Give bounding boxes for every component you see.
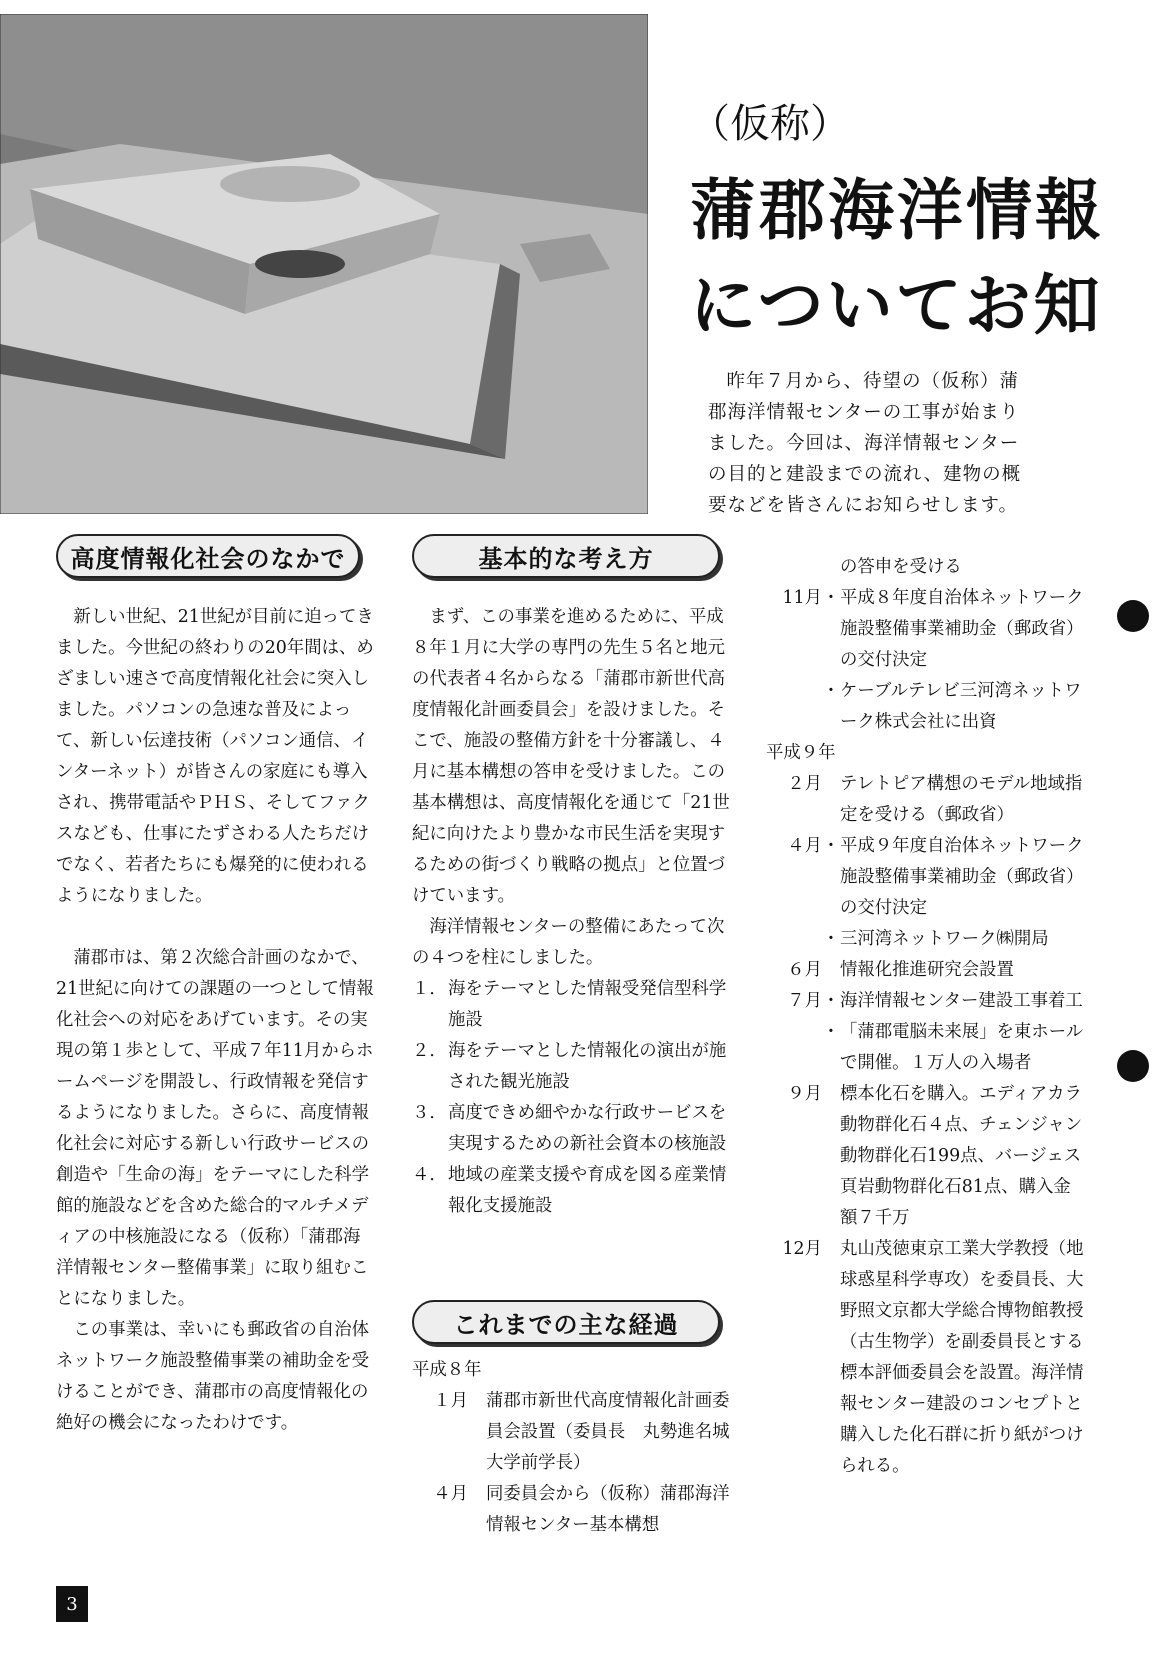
page-title-line1: 蒲郡海洋情報: [690, 172, 1104, 249]
section-heading-basic-concept: 基本的な考え方: [412, 534, 720, 578]
history-entry: ・ 三河湾ネットワーク㈱開局: [822, 929, 1049, 949]
history-entry: ２月 テレトピア構想のモデル地域指定を受ける（郵政省）: [787, 774, 1083, 825]
history-entry: ９月 標本化石を購入。エディアカラ動物群化石４点、チェンジャン動物群化石199点、バージェス頁岩動物群化石81点、購入金額７千万: [787, 1084, 1083, 1228]
list-item: １． 海をテーマとした情報受発信型科学施設: [412, 979, 727, 1030]
paragraph: この事業は、幸いにも郵政省の自治体ネットワーク施設整備事業の補助金を受けることができ、蒲郡市の高度情報化の絶好の機会になったわけです。: [56, 1320, 370, 1433]
paragraph: まず、この事業を進めるために、平成８年１月に大学の専門の先生５名と地元の代表者４名からなる「蒲郡市新世代高度情報化計画委員会」を設けました。そこで、施設の整備方針を十分審議し、４月に基本構想の答申を受けました。この基本構想は、高度情報化を通じて「21世紀に向けたより豊かな市民生活を実現するための街づくり戦略の拠点」と位置づけています。: [412, 607, 730, 906]
history-entry: ・ 「蒲郡電脳未来展」を東ホールで開催。１万人の入場者: [822, 1022, 1084, 1073]
list-item: ２． 海をテーマとした情報化の演出が施された観光施設: [412, 1041, 727, 1092]
history-entry: 11月 ・ 平成８年度自治体ネットワーク施設整備事業補助金（郵政省）の交付決定: [782, 588, 1084, 670]
history-list-part1: [412, 1355, 730, 1541]
year-label: 平成８年: [412, 1360, 482, 1380]
section-basic-concept: [412, 602, 730, 1222]
history-entry: 12月 丸山茂徳東京工業大学教授（地球惑星科学専攻）を委員長、大野照文京都大学総合博物館教授（古生物学）を副委員長とする標本評価委員会を設置。海洋情報センター建設のコンセプトと購入した化石群に折り紙がつけられる。: [782, 1239, 1084, 1476]
history-entry: ・ ケーブルテレビ三河湾ネットワーク株式会社に出資: [822, 681, 1082, 732]
history-entry: ４月 同委員会から（仮称）蒲郡海洋情報センター基本構想: [433, 1484, 730, 1535]
section-heading-info-society: 高度情報化社会のなかで: [56, 534, 360, 578]
section-heading-history: これまでの主な経過: [412, 1300, 720, 1344]
header-subtitle: （仮称）: [690, 101, 850, 147]
history-entry: の答申を受ける: [840, 557, 962, 577]
paragraph: 新しい世紀、21世紀が目前に迫ってきました。今世紀の終わりの20年間は、めざましい速さで高度情報化社会に突入しました。パソコンの急速な普及によって、新しい伝達技術（パソコン通信、インターネット）が皆さんの家庭にも導入され、携帯電話やＰＨＳ、そしてファクスなども、仕事にたずさわる人たちだけでなく、若者たちにも爆発的に使われるようになりました。: [56, 607, 374, 906]
intro-paragraph: 昨年７月から、待望の（仮称）蒲郡海洋情報センターの工事が始まりました。今回は、海洋情報センターの目的と建設までの流れ、建物の概要などを皆さんにお知らせします。: [708, 371, 1022, 516]
history-entry: ４月 ・ 平成９年度自治体ネットワーク施設整備事業補助金（郵政省）の交付決定: [787, 836, 1084, 918]
history-entry: １月 蒲郡市新世代高度情報化計画委員会設置（委員長 丸勢進名城大学前学長）: [433, 1391, 730, 1473]
history-list-part2: [766, 552, 1084, 1482]
section-info-society: [56, 602, 374, 1439]
building-rendering-photo: [0, 14, 648, 514]
binding-hole-mark: [1117, 600, 1149, 632]
page-number: 3: [56, 1586, 88, 1622]
list-item: ３． 高度できめ細やかな行政サービスを実現するための新社会資本の核施設: [412, 1103, 727, 1154]
year-label: 平成９年: [766, 743, 836, 763]
history-entry: ６月 情報化推進研究会設置: [787, 960, 1014, 980]
paragraph: 海洋情報センターの整備にあたって次の４つを柱にしました。: [412, 917, 725, 968]
history-entry: ７月 ・ 海洋情報センター建設工事着工: [787, 991, 1083, 1011]
list-item: ４． 地域の産業支援や育成を図る産業情報化支援施設: [412, 1165, 727, 1216]
page-title-line2: についてお知: [690, 267, 1103, 344]
binding-hole-mark: [1117, 1050, 1149, 1082]
paragraph: 蒲郡市は、第２次総合計画のなかで、21世紀に向けての課題の一つとして情報化社会への対応をあげています。その実現の第１歩として、平成７年11月からホームページを開設し、行政情報を発信するようになりました。さらに、高度情報化社会に対応する新しい行政サービスの創造や「生命の海」をテーマにした科学館的施設などを含めた総合的マルチメディアの中核施設になる（仮称）「蒲郡海洋情報センター整備事業」に取り組むことになりました。: [56, 948, 374, 1309]
